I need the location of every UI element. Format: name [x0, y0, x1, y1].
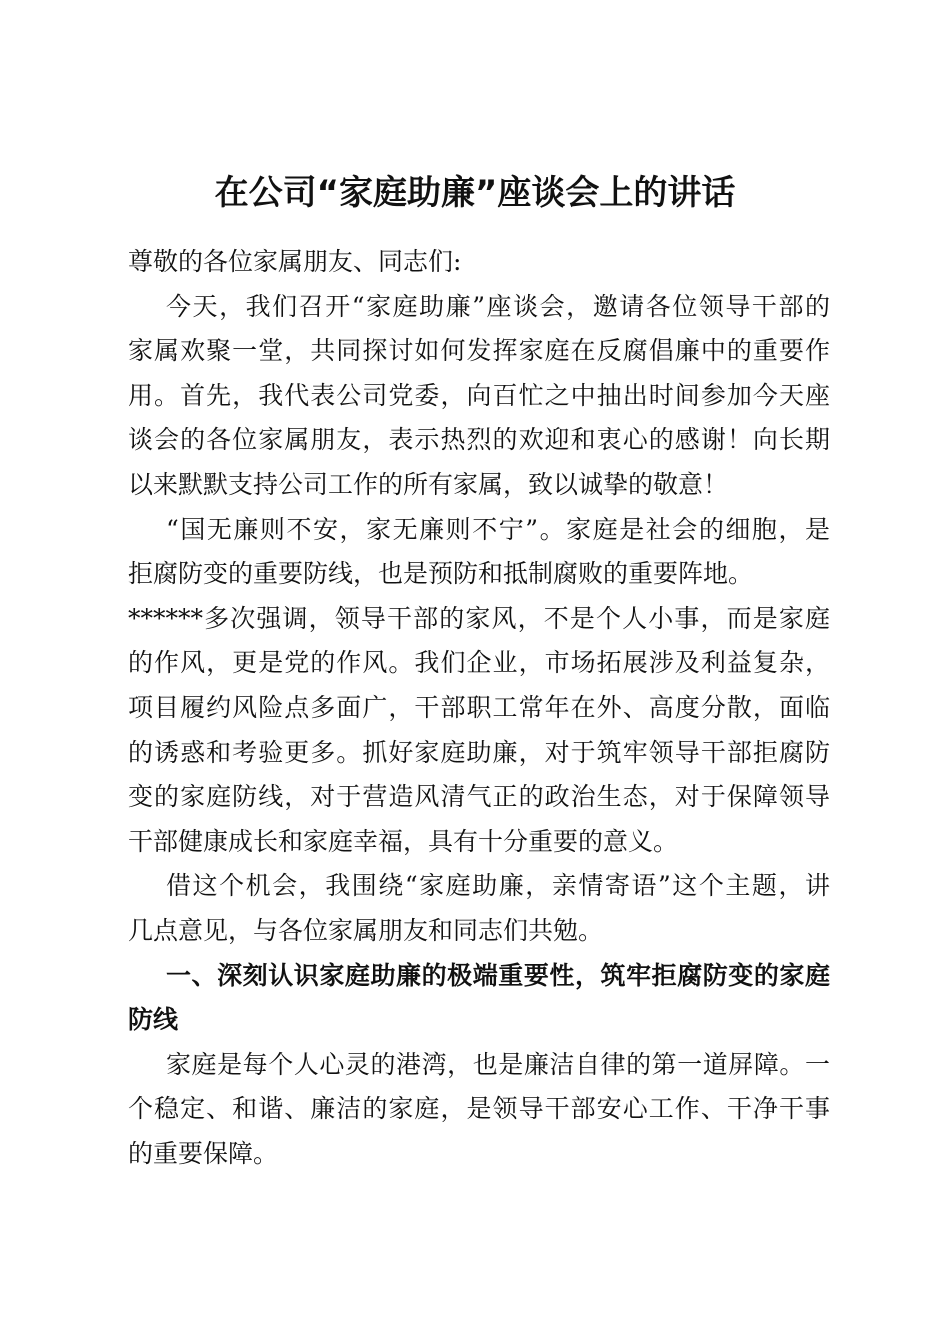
text-line: 个稳定、和谐、廉洁的家庭，是领导干部安心工作、干净干事 [128, 1094, 830, 1124]
section-heading-line: 一、深刻认识家庭助廉的极端重要性，筑牢拒腐防变的家庭 [166, 960, 830, 990]
text-line: 今天，我们召开“家庭助廉”座谈会，邀请各位领导干部的 [166, 291, 830, 321]
text-line: 家庭是每个人心灵的港湾，也是廉洁自律的第一道屏障。一 [166, 1049, 830, 1079]
text-line: 借这个机会，我围绕“家庭助廉，亲情寄语”这个主题，讲 [166, 871, 830, 901]
text-line: 尊敬的各位家属朋友、同志们: [128, 247, 462, 276]
text-line: “国无廉则不安，家无廉则不宁”。家庭是社会的细胞，是 [166, 514, 830, 544]
section-heading-line: 防线 [128, 1005, 179, 1035]
text-line: 的重要保障。 [128, 1138, 279, 1168]
text-line: 用。首先，我代表公司党委，向百忙之中抽出时间参加今天座 [128, 380, 830, 410]
text-line: 以来默默支持公司工作的所有家属，致以诚挚的敬意！ [128, 469, 729, 499]
document-body [128, 240, 830, 1176]
text-line: 谈会的各位家属朋友，表示热烈的欢迎和衷心的感谢！向长期 [128, 425, 830, 455]
text-line: ******多次强调，领导干部的家风，不是个人小事，而是家庭 [128, 603, 830, 633]
text-line: 干部健康成长和家庭幸福，具有十分重要的意义。 [128, 826, 679, 856]
text-line: 的诱惑和考验更多。抓好家庭助廉，对于筑牢领导干部拒腐防 [128, 737, 830, 767]
document-title: 在公司“家庭助廉”座谈会上的讲话 [214, 173, 736, 213]
text-line: 几点意见，与各位家属朋友和同志们共勉。 [128, 915, 604, 945]
text-line: 拒腐防变的重要防线，也是预防和抵制腐败的重要阵地。 [128, 559, 754, 589]
text-line: 的作风，更是党的作风。我们企业，市场拓展涉及利益复杂， [128, 648, 830, 678]
text-line: 家属欢聚一堂，共同探讨如何发挥家庭在反腐倡廉中的重要作 [128, 336, 830, 366]
text-line: 项目履约风险点多面广，干部职工常年在外、高度分散，面临 [128, 692, 830, 722]
text-line: 变的家庭防线，对于营造风清气正的政治生态，对于保障领导 [128, 782, 830, 812]
